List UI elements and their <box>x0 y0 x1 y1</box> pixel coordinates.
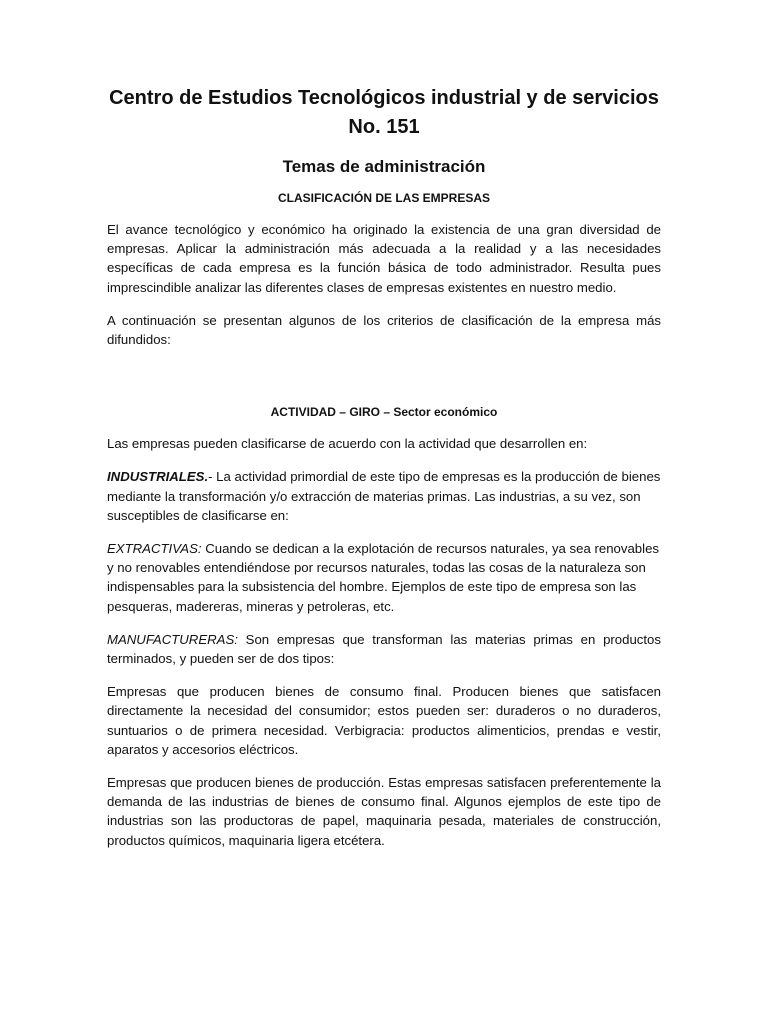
manufactureras-text: Son empresas que transforman las materias primas en productos terminados, y pueden ser de dos tipos: <box>107 631 661 667</box>
document-subtitle: Temas de administración <box>282 157 486 176</box>
produccion-paragraph: Empresas que producen bienes de producción. Estas empresas satisfacen preferentemente la demanda de las industrias de bienes de consumo final. Algunos ejemplos de este tipo de industrias son las productoras de papel, maquinaria pesada, materiales de construcción, productos químicos, maquinaria ligera etcétera. <box>107 775 661 848</box>
industriales-term: INDUSTRIALES. <box>107 469 209 485</box>
document-title: Centro de Estudios Tecnológicos industrial y de servicios No. 151 <box>109 87 659 138</box>
activity-intro-paragraph: Las empresas pueden clasificarse de acuerdo con la actividad que desarrollen en: <box>107 436 588 452</box>
document-body <box>107 84 661 850</box>
heading-classification: CLASIFICACIÓN DE LAS EMPRESAS <box>277 191 490 205</box>
consumo-final-paragraph: Empresas que producen bienes de consumo final. Producen bienes que satisfacen directamente la necesidad del consumidor; estos pueden ser: duraderos o no duraderos, suntuarios o de primera necesidad. Verbigracia: productos alimenticios, prendas e vestir, aparatos y accesorios eléctricos. <box>107 684 661 757</box>
manufactureras-term: MANUFACTURERAS: <box>107 631 238 647</box>
industriales-paragraph <box>107 467 661 525</box>
extractivas-paragraph <box>107 539 661 616</box>
extractivas-term: EXTRACTIVAS: <box>107 541 202 557</box>
extractivas-text: Cuando se dedican a la explotación de recursos naturales, ya sea renovables y no renovables entendiéndose por recursos naturales, todas las cosas de la naturaleza son indispensables para la subsistencia del hombre. Ejemplos de este tipo de empresa son las pesqueras, madereras, mineras y petroleras, etc. <box>107 541 660 614</box>
criteria-paragraph: A continuación se presentan algunos de los criterios de clasificación de la empresa más difundidos: <box>107 312 661 348</box>
heading-activity: ACTIVIDAD – GIRO – Sector económico <box>270 405 498 420</box>
manufactureras-paragraph <box>107 630 661 668</box>
industriales-text: - La actividad primordial de este tipo de empresas es la producción de bienes mediante la transformación y/o extracción de materias primas. Las industrias, a su vez, son susceptibles de clasificarse en: <box>107 469 661 523</box>
intro-paragraph: El avance tecnológico y económico ha originado la existencia de una gran diversidad de empresas. Aplicar la administración más adecuada a la realidad y a las necesidades específicas de cada empresa es la función básica de todo administrador. Resulta pues imprescindible analizar las diferentes clases de empresas existentes en nuestro medio. <box>107 222 661 295</box>
